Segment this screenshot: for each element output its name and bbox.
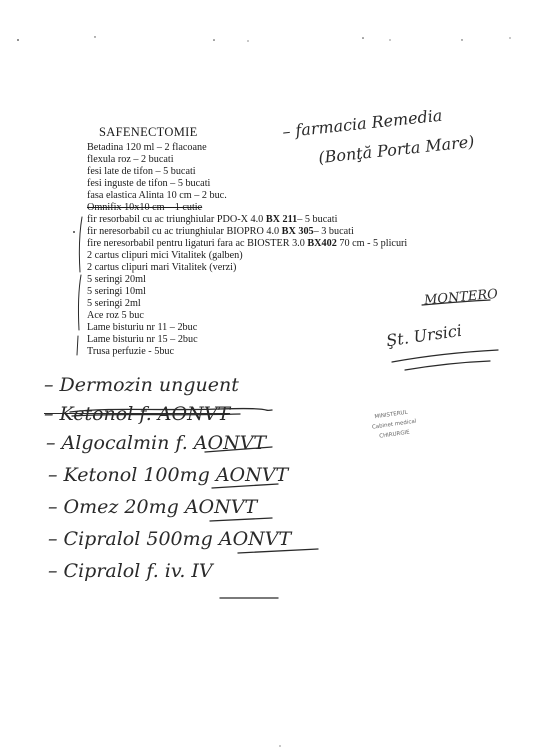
signature-underlines (392, 300, 498, 370)
item-text: fir neresorbabil cu ac triunghiular BIOPRO 4.0 (87, 226, 282, 237)
list-item: 5 seringi 20ml (87, 274, 146, 285)
list-item: Trusa perfuzie - 5buc (87, 346, 175, 357)
handwritten-item: – Dermozin unguent (44, 374, 239, 396)
list-item: Betadina 120 ml – 2 flacoane (87, 142, 207, 153)
item-text: fire neresorbabil pentru ligaturi fara ac BIOSTER 3.0 (87, 238, 308, 249)
item-code: BX402 (307, 238, 337, 249)
left-margin-bracket (77, 217, 82, 355)
list-item-struck: Omnifix 10x10 cm – 1 cutie (87, 202, 203, 213)
list-item: Ace roz 5 buc (87, 310, 144, 321)
list-item: 5 seringi 2ml (87, 298, 141, 309)
handwritten-item-struck: – Ketonol f. AONVT (44, 403, 231, 425)
list-item: Lame bisturiu nr 15 – 2buc (87, 334, 198, 345)
item-qty: 70 cm - 5 plicuri (336, 238, 408, 249)
stamp-text: MINISTERUL (374, 409, 409, 421)
signature-name: MONTERO (423, 286, 499, 309)
item-code: BX 211 (265, 214, 298, 225)
handwritten-item: – Cipralol f. iv. IV (48, 560, 213, 582)
list-item: 2 cartus clipuri mici Vitalitek (galben) (87, 250, 243, 261)
list-item: fesi late de tifon – 5 bucati (87, 166, 196, 177)
list-item: fasa elastica Alinta 10 cm – 2 buc. (87, 190, 227, 201)
scan-specks (17, 36, 511, 746)
item-qty: – 5 bucati (297, 214, 338, 225)
list-item: fesi inguste de tifon – 5 bucati (87, 178, 211, 189)
stamp-text: Cabinet medical (371, 418, 417, 431)
handwritten-item: – Algocalmin f. AONVT (46, 432, 267, 454)
list-item: flexula roz – 2 bucati (87, 154, 174, 165)
handwritten-note-line2: (Bonţă Porta Mare) (317, 131, 476, 168)
item-text: fir resorbabil cu ac triunghiular PDO-X 4.0 (87, 214, 266, 225)
handwriting-underlines (205, 447, 318, 598)
signature-handwritten: Şt. Ursici (385, 320, 464, 351)
strike-scribble (70, 409, 272, 416)
document-title: SAFENECTOMIE (99, 125, 198, 139)
handwritten-item: – Omez 20mg AONVT (48, 496, 258, 518)
handwritten-note-line1: – farmacia Remedia (281, 105, 444, 142)
item-code: BX 305 (281, 226, 314, 237)
list-item: 2 cartus clipuri mari Vitalitek (verzi) (87, 262, 237, 273)
item-qty: – 3 bucati (313, 226, 354, 237)
list-item: Lame bisturiu nr 11 – 2buc (87, 322, 198, 333)
stamp-text: CHIRURGIE (378, 429, 411, 440)
list-item: 5 seringi 10ml (87, 286, 146, 297)
handwritten-item: – Cipralol 500mg AONVT (48, 528, 292, 550)
handwritten-item: – Ketonol 100mg AONVT (48, 464, 289, 486)
